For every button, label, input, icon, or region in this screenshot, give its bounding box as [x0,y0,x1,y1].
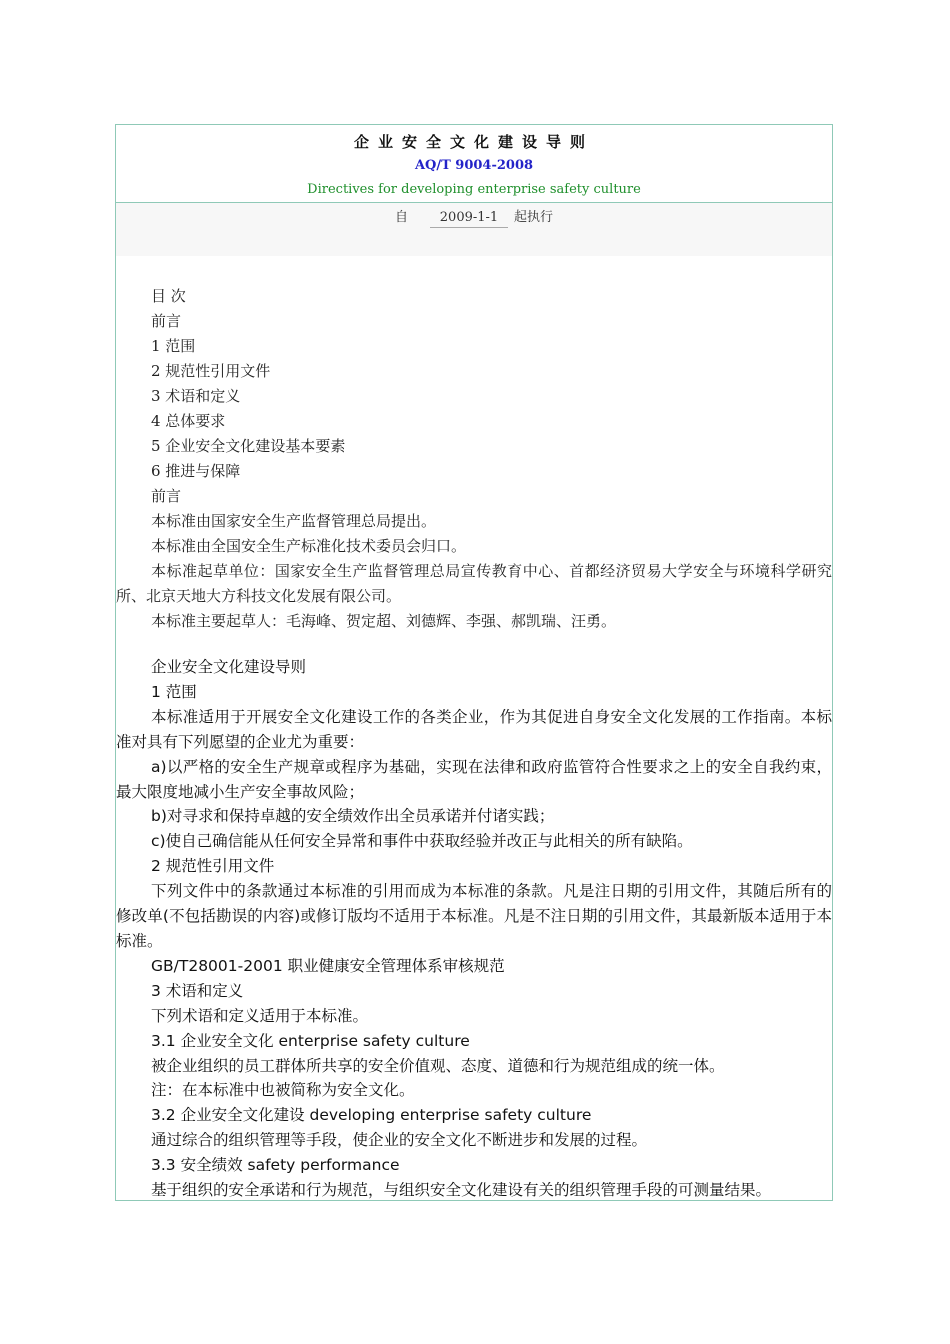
exec-prefix: 自 [394,210,408,225]
paragraph: 通过综合的组织管理等手段，使企业的安全文化不断进步和发展的过程。 [151,1131,648,1150]
paragraph: c)使自己确信能从任何安全异常和事件中获取经验并改正与此相关的所有缺陷。 [151,832,693,851]
preface-paragraph: 本标准由全国安全生产标准化技术委员会归口。 [151,537,467,555]
toc-heading: 目 次 [151,287,186,305]
term-heading: 3.3 安全绩效 safety performance [151,1156,400,1175]
document-header [116,125,832,203]
table-of-contents [116,284,832,484]
preface-paragraph: 本标准主要起草人：毛海峰、贺定超、刘德辉、李强、郝凯瑞、汪勇。 [151,612,617,630]
preface-heading: 前言 [151,487,182,505]
effective-date-row [116,203,832,256]
section-heading: 1 范围 [151,682,197,701]
section-heading: 3 术语和定义 [151,981,244,1000]
toc-item: 5 企业安全文化建设基本要素 [151,437,346,455]
english-title: Directives for developing enterprise safety culture [307,182,641,197]
effective-date: 2009-1-1 [430,210,508,228]
toc-item: 2 规范性引用文件 [151,362,271,380]
note: 注：在本标准中也被简称为安全文化。 [151,1081,415,1100]
preface-paragraph: 本标准起草单位：国家安全生产监督管理总局宣传教育中心、首都经济贸易大学安全与环境科学研究所、北京天地大方科技文化发展有限公司。 [116,562,832,605]
paragraph: 本标准适用于开展安全文化建设工作的各类企业，作为其促进自身安全文化发展的工作指南。本标准对具有下列愿望的企业尤为重要： [116,707,832,751]
toc-item: 6 推进与保障 [151,462,241,480]
preface-paragraph: 本标准由国家安全生产监督管理总局提出。 [151,512,437,530]
paragraph: a)以严格的安全生产规章或程序为基础，实现在法律和政府监管符合性要求之上的安全自我约束，最大限度地减小生产安全事故风险； [116,757,832,801]
paragraph: 基于组织的安全承诺和行为规范，与组织安全文化建设有关的组织管理手段的可测量结果。 [151,1181,772,1200]
standard-code: AQ/T 9004-2008 [414,158,534,173]
paragraph: 下列术语和定义适用于本标准。 [151,1006,369,1025]
paragraph: 被企业组织的员工群体所共享的安全价值观、态度、道德和行为规范组成的统一体。 [151,1056,725,1075]
paragraph: 下列文件中的条款通过本标准的引用而成为本标准的条款。凡是注日期的引用文件，其随后所有的修改单(不包括勘误的内容)或修订版均不适用于本标准。凡是不注日期的引用文件，其最新版本适用于本标准。 [116,882,832,950]
section-gap [116,634,832,655]
main-title: 企业安全文化建设导则 [151,658,307,676]
section-heading: 2 规范性引用文件 [151,857,275,876]
exec-suffix: 起执行 [514,210,554,225]
toc-item: 3 术语和定义 [151,387,241,405]
main-text [116,655,832,1201]
document-frame [115,124,833,1201]
term-heading: 3.1 企业安全文化 enterprise safety culture [151,1031,470,1050]
toc-item: 4 总体要求 [151,412,226,430]
toc-item: 前言 [151,312,182,330]
toc-item: 1 范围 [151,337,196,355]
paragraph: GB/T28001-2001 职业健康安全管理体系审核规范 [151,956,505,975]
preface-section [116,484,832,634]
paragraph: b)对寻求和保持卓越的安全绩效作出全员承诺并付诸实践； [151,807,555,826]
term-heading: 3.2 企业安全文化建设 developing enterprise safety culture [151,1106,592,1125]
document-title: 企业安全文化建设导则 [353,133,594,151]
document-body [116,256,832,1201]
